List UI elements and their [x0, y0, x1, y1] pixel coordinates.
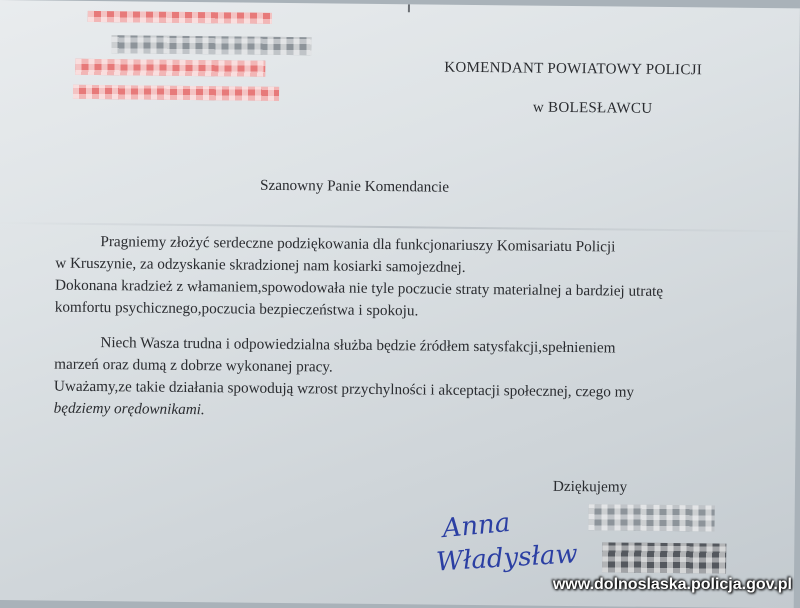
redacted-surname-1	[588, 504, 714, 531]
recipient-title: KOMENDANT POWIATOWY POLICJI	[444, 59, 703, 79]
closing: Dziękujemy	[552, 477, 628, 496]
redacted-sender-line-3	[75, 59, 265, 77]
paragraph-1-line-4: komfortu psychicznego,poczucia bezpieczeństwa i spokoju.	[54, 298, 419, 320]
paragraph-1-line-2: w Kruszynie, za odzyskanie skradzionej nam kosiarki samojezdnej.	[55, 254, 466, 276]
paper-mark	[408, 4, 410, 12]
redacted-sender-line-4	[73, 85, 279, 101]
paragraph-2-line-2: marzeń oraz dumą z dobrze wykonanej pracy.	[54, 355, 333, 376]
redacted-sender-line-2	[111, 35, 311, 55]
recipient-city: w BOLESŁAWCU	[532, 99, 653, 117]
signature-second-name: Władysław	[435, 539, 579, 578]
paragraph-2-line-1: Niech Wasza trudna i odpowiedzialna służba będzie źródłem satysfakcji,spełnieniem	[100, 334, 616, 357]
salutation: Szanowny Panie Komendancie	[259, 176, 450, 196]
paragraph-1-line-1: Pragniemy złożyć serdeczne podziękowania dla funkcjonariuszy Komisariatu Policji	[100, 233, 616, 256]
redacted-sender-line-1	[88, 11, 272, 24]
paragraph-2-line-3: Uważamy,ze takie działania spowodują wzrost przychylności i akceptacji społecznej, czego my	[53, 377, 635, 401]
signature-first-name: Anna	[441, 507, 512, 545]
source-watermark: www.dolnoslaska.policja.gov.pl	[552, 576, 792, 593]
paragraph-2-line-4: będziemy orędownikami.	[53, 399, 205, 419]
redacted-surname-2	[602, 542, 726, 573]
paragraph-1-line-3: Dokonana kradzież z włamaniem,spowodowała nie tyle poczucie straty materialnej a bardziej utratę	[54, 276, 664, 300]
